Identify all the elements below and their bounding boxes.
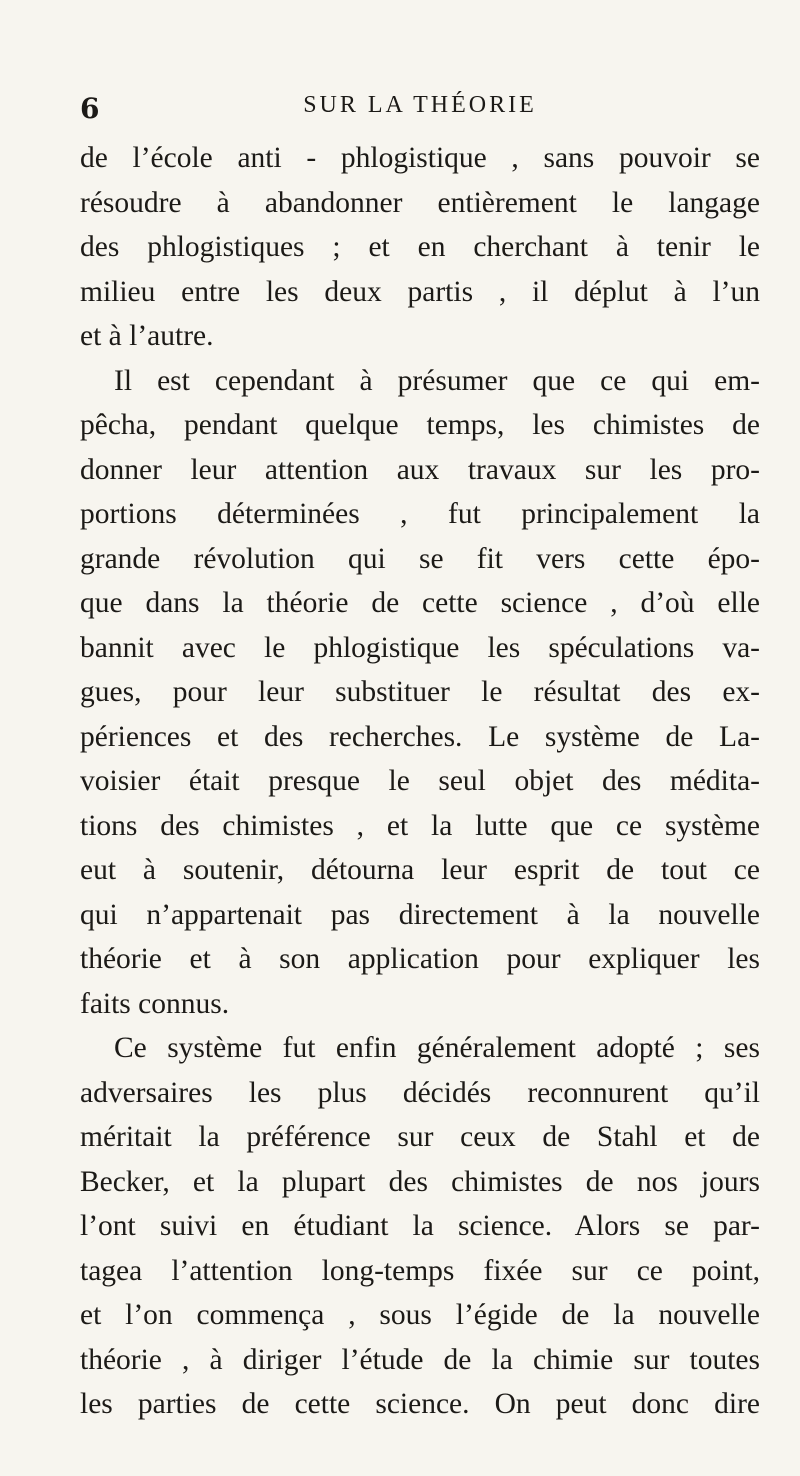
text-line: Ce système fut enfin généralement adopté ; ses [114, 1032, 760, 1064]
text-line: Becker, et la plupart des chimistes de nos jours [80, 1165, 760, 1198]
text-line: donner leur attention aux travaux sur les pro- [80, 453, 760, 486]
text-line: que dans la théorie de cette science , d’où elle [80, 587, 760, 619]
page-body-text [80, 136, 760, 1427]
text-line: gues, pour leur substituer le résultat des ex- [80, 676, 760, 708]
text-line: qui n’appartenait pas directement à la nouvelle [80, 898, 760, 931]
text-line: Il est cependant à présumer que ce qui em- [114, 364, 760, 397]
text-line: et à l’autre. [80, 320, 214, 352]
text-line: portions déterminées , fut principalement la [80, 498, 760, 530]
text-line: périences et des recherches. Le système de La- [80, 720, 760, 753]
text-line: l’ont suivi en étudiant la science. Alors se par- [80, 1210, 760, 1242]
text-line: voisier était presque le seul objet des médita- [80, 765, 760, 797]
text-line: tagea l’attention long-temps fixée sur ce point, [80, 1254, 760, 1287]
text-line: résoudre à abandonner entièrement le langage [80, 186, 760, 219]
text-line: théorie , à diriger l’étude de la chimie sur toutes [80, 1343, 760, 1376]
text-line: adversaires les plus décidés reconnurent qu’il [80, 1076, 760, 1109]
text-line: théorie et à son application pour expliquer les [80, 943, 760, 975]
text-line: et l’on commença , sous l’égide de la nouvelle [80, 1299, 760, 1331]
text-line: les parties de cette science. On peut donc dire [80, 1388, 760, 1420]
text-line: grande révolution qui se fit vers cette épo- [80, 542, 760, 575]
text-line: milieu entre les deux partis , il déplut à l’un [80, 275, 760, 308]
text-line: pêcha, pendant quelque temps, les chimistes de [80, 409, 760, 441]
text-line: bannit avec le phlogistique les spéculations va- [80, 631, 760, 664]
running-title: SUR LA THÉORIE [303, 92, 537, 118]
page-number: 6 [80, 92, 100, 125]
page-header [80, 92, 760, 132]
text-line: tions des chimistes , et la lutte que ce système [80, 809, 760, 842]
text-line: des phlogistiques ; et en cherchant à tenir le [80, 231, 760, 263]
text-line: de l’école anti - phlogistique , sans pouvoir se [80, 142, 760, 174]
text-line: eut à soutenir, détourna leur esprit de tout ce [80, 854, 760, 886]
text-line: méritait la préférence sur ceux de Stahl et de [80, 1121, 760, 1153]
text-line: faits connus. [80, 987, 230, 1020]
